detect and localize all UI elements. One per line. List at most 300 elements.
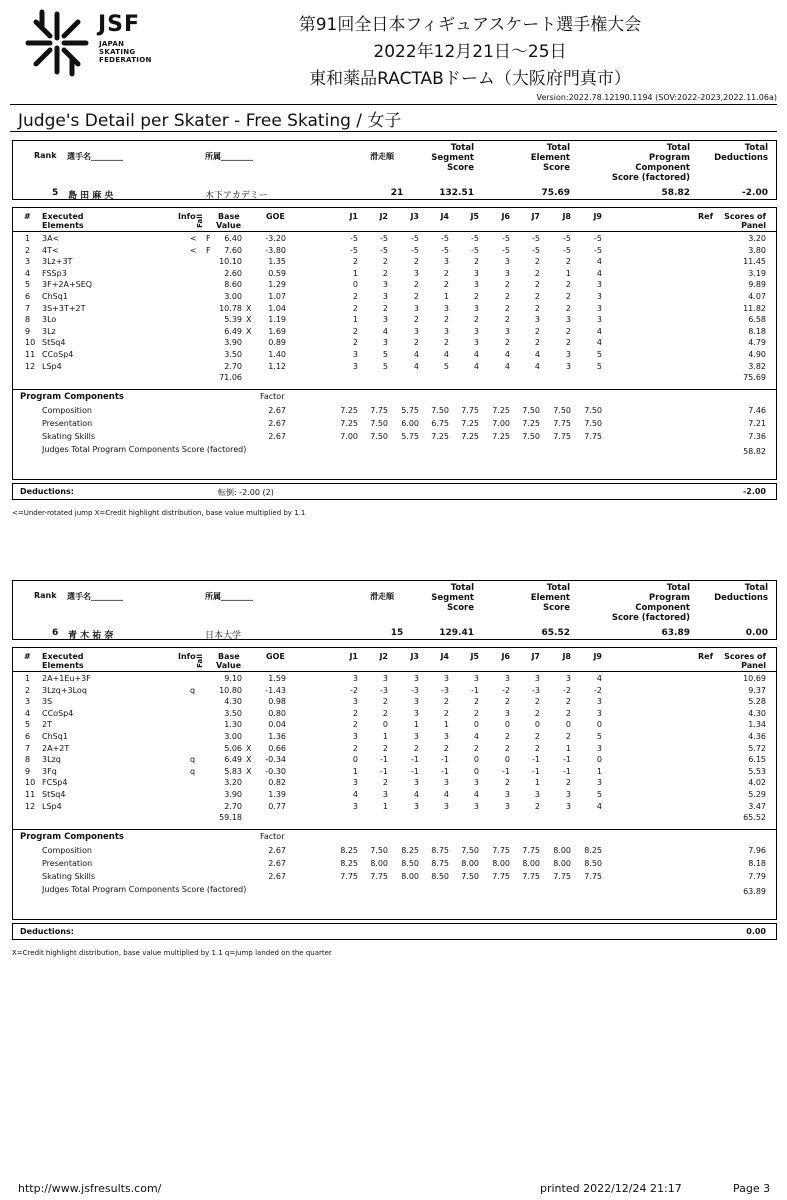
element-judge-score: -1	[380, 766, 388, 776]
element-goe: 0.66	[268, 743, 286, 753]
element-judge-score: -2	[502, 685, 510, 695]
element-judge-score: 2	[352, 743, 358, 753]
element-number: 9	[25, 326, 31, 336]
element-judge-score: 2	[565, 257, 571, 267]
element-code: FCSp4	[42, 778, 68, 788]
element-number: 11	[25, 790, 36, 799]
element-judge-score: 3	[596, 743, 602, 753]
element-judge-score: 2	[382, 708, 388, 718]
element-fall: F	[206, 245, 211, 255]
skater-start: 15	[390, 628, 404, 638]
element-judge-score: -5	[411, 245, 419, 255]
start-label: 滑走順	[370, 152, 394, 161]
element-x-mark: X	[246, 315, 252, 325]
element-judge-score: 3	[473, 338, 479, 348]
component-judge-score: 7.50	[522, 432, 540, 442]
element-judge-score: 4	[382, 326, 388, 336]
header-ded-line: Total	[744, 143, 768, 153]
element-judge-score: -3	[380, 685, 388, 695]
element-judge-score: 2	[565, 338, 571, 348]
element-number: 4	[25, 268, 31, 278]
element-x-mark: X	[246, 743, 252, 753]
element-judge-score: 2	[534, 292, 540, 301]
element-judge-score: 0	[565, 720, 571, 730]
element-panel-score: 11.82	[743, 303, 766, 313]
element-judge-score: 2	[443, 708, 449, 718]
jsf-logo-mark	[22, 8, 92, 78]
base-value-total: 71.06	[219, 373, 242, 383]
component-factor: 2.67	[268, 406, 286, 416]
element-goe: 0.80	[268, 708, 286, 718]
element-info: <	[190, 245, 197, 255]
element-fall: F	[206, 234, 211, 243]
element-number: 12	[25, 361, 36, 371]
element-judge-score: 2	[443, 338, 449, 348]
skater-start: 21	[390, 188, 404, 198]
element-judge-score: 3	[473, 280, 479, 290]
header-tss-line: Segment	[431, 593, 474, 603]
element-goe: 1.19	[268, 315, 286, 325]
component-judge-score: 8.75	[431, 859, 449, 869]
element-judge-score: 2	[534, 801, 540, 811]
element-judge-score: 4	[534, 350, 540, 359]
element-judge-score: 2	[504, 732, 510, 741]
element-judge-score: 0	[352, 280, 358, 290]
component-name: Composition	[42, 406, 92, 416]
element-judge-score: -3	[411, 685, 419, 695]
element-judge-score: 0	[534, 720, 540, 730]
element-judge-score: 5	[596, 361, 602, 371]
header-pcs-line: Total	[666, 143, 690, 153]
element-judge-score: 2	[534, 303, 540, 313]
element-judge-score: 2	[565, 292, 571, 301]
element-judge-score: 3	[382, 790, 388, 799]
component-judge-score: 7.25	[431, 432, 449, 442]
element-panel-score: 9.89	[748, 280, 766, 290]
element-judge-score: 3	[413, 778, 419, 788]
component-judge-score: 7.50	[461, 846, 479, 856]
element-panel-score: 4.36	[748, 732, 766, 741]
component-judge-score: 8.25	[401, 846, 419, 856]
element-judge-score: 2	[473, 257, 479, 267]
header-ded-line: Total	[744, 583, 768, 593]
element-judge-score: -2	[594, 685, 602, 695]
col-exec-header: Executed	[42, 212, 84, 221]
header-pcs-line: Component	[635, 603, 690, 613]
element-panel-score: 6.58	[748, 315, 766, 325]
jsf-logo-text: JSF	[98, 12, 141, 37]
element-judge-score: 2	[382, 778, 388, 788]
element-code: CCoSp4	[42, 350, 74, 359]
element-judge-score: 3	[352, 350, 358, 359]
element-number: 3	[25, 257, 31, 267]
component-factor: 2.67	[268, 872, 286, 882]
component-judge-score: 6.75	[431, 419, 449, 429]
element-base-value: 3.50	[224, 350, 242, 359]
rank-label: Rank	[34, 151, 57, 160]
col-judge-header: J6	[501, 212, 510, 221]
element-judge-score: 3	[352, 361, 358, 371]
element-judge-score: 1	[443, 292, 449, 301]
element-judge-score: 2	[473, 697, 479, 707]
col-judge-header: J8	[562, 652, 571, 661]
element-panel-score: 4.07	[748, 292, 766, 301]
element-judge-score: 4	[596, 326, 602, 336]
component-judge-score: 8.25	[340, 846, 358, 856]
element-judge-score: -1	[471, 685, 479, 695]
deductions-detail: 転倒: -2.00 (2)	[218, 488, 274, 497]
header-pcs-line: Score (factored)	[611, 613, 690, 623]
element-code: LSp4	[42, 361, 62, 371]
col-bv-header-2: Value	[216, 661, 242, 670]
element-judge-score: 2	[352, 338, 358, 348]
element-panel-score: 9.37	[748, 685, 766, 695]
element-judge-score: 1	[352, 766, 358, 776]
element-panel-score: 5.53	[748, 766, 766, 776]
deductions-total: -2.00	[742, 487, 766, 496]
element-judge-score: 0	[473, 755, 479, 765]
element-panel-score: 8.18	[748, 326, 766, 336]
component-judge-score: 7.25	[461, 432, 479, 442]
element-goe: -0.30	[265, 766, 286, 776]
title-divider	[10, 131, 777, 132]
element-goe: -1.43	[265, 685, 286, 695]
element-number: 2	[25, 245, 31, 255]
col-judge-header: J9	[593, 652, 602, 661]
col-judge-header: J2	[379, 652, 388, 661]
element-judge-score: 2	[504, 778, 510, 788]
element-panel-score: 3.47	[748, 801, 766, 811]
col-judge-header: J1	[349, 652, 358, 661]
element-number: 4	[25, 708, 31, 718]
component-factor: 2.67	[268, 432, 286, 442]
element-judge-score: 3	[565, 350, 571, 359]
footer-url[interactable]: http://www.jsfresults.com/	[18, 1182, 162, 1195]
element-judge-score: 4	[504, 361, 510, 371]
component-judge-score: 7.50	[431, 406, 449, 416]
element-judge-score: 0	[596, 755, 602, 765]
component-judge-score: 7.25	[461, 419, 479, 429]
col-panel-header-2: Panel	[741, 661, 766, 670]
element-judge-score: 3	[413, 674, 419, 683]
element-goe: 1.59	[268, 674, 286, 683]
header-tss-line: Segment	[431, 153, 474, 163]
col-fall-header: Fall	[196, 214, 204, 228]
pcs-factored-total: 58.82	[743, 447, 766, 457]
element-judge-score: 3	[504, 674, 510, 683]
header-tss-line: Score	[447, 603, 474, 613]
component-panel-score: 7.46	[748, 406, 766, 416]
element-judge-score: 0	[473, 720, 479, 730]
header-pcs-line: Score (factored)	[611, 173, 690, 183]
element-judge-score: 5	[382, 350, 388, 359]
element-number: 3	[25, 697, 31, 707]
element-judge-score: 2	[504, 292, 510, 301]
element-judge-score: 3	[596, 303, 602, 313]
element-base-value: 1.30	[224, 720, 242, 730]
component-judge-score: 7.25	[492, 432, 510, 442]
element-judge-score: 0	[352, 755, 358, 765]
element-judge-score: 4	[473, 790, 479, 799]
program-components-title: Program Components	[20, 832, 124, 843]
component-judge-score: 7.50	[461, 872, 479, 882]
col-judge-header: J2	[379, 212, 388, 221]
element-panel-score: 10.69	[743, 674, 766, 683]
element-x-mark: X	[246, 755, 252, 765]
element-judge-score: 2	[382, 697, 388, 707]
component-judge-score: 7.75	[370, 406, 388, 416]
element-number: 12	[25, 801, 36, 811]
element-panel-score: 3.19	[748, 268, 766, 278]
element-judge-score: 1	[413, 720, 419, 730]
element-number: 5	[25, 280, 31, 290]
element-judge-score: 2	[565, 280, 571, 290]
element-judge-score: -1	[563, 766, 571, 776]
element-judge-score: 2	[534, 732, 540, 741]
element-judge-score: -5	[563, 234, 571, 243]
skater-tes: 65.52	[541, 628, 570, 638]
element-judge-score: 2	[443, 268, 449, 278]
component-panel-score: 7.21	[748, 419, 766, 429]
header-ded-line: Deductions	[714, 593, 768, 603]
component-judge-score: 8.25	[340, 859, 358, 869]
element-code: 2A+1Eu+3F	[42, 674, 91, 683]
element-judge-score: 4	[473, 361, 479, 371]
header-tes	[531, 143, 570, 173]
element-judge-score: -5	[594, 245, 602, 255]
factor-label: Factor	[260, 392, 285, 402]
event-title: 第91回全日本フィギュアスケート選手権大会	[298, 15, 642, 35]
element-judge-score: 3	[473, 326, 479, 336]
element-info: q	[190, 685, 196, 695]
col-bv-header-2: Value	[216, 221, 242, 230]
pcs-factored-total: 63.89	[743, 887, 766, 897]
component-factor: 2.67	[268, 859, 286, 869]
factor-label: Factor	[260, 832, 285, 842]
element-goe: 0.89	[268, 338, 286, 348]
element-judge-score: 2	[534, 268, 540, 278]
element-judge-score: 2	[413, 315, 419, 325]
header-ded	[714, 143, 768, 163]
deductions-label: Deductions:	[20, 487, 74, 496]
header-tes-line: Score	[543, 603, 570, 613]
element-judge-score: 3	[352, 674, 358, 683]
element-goe: 0.59	[268, 268, 286, 278]
element-judge-score: 3	[596, 315, 602, 325]
element-judge-score: 3	[443, 303, 449, 313]
element-judge-score: 3	[352, 732, 358, 741]
header-tss	[431, 143, 474, 173]
element-judge-score: 4	[443, 350, 449, 359]
component-judge-score: 7.25	[522, 419, 540, 429]
element-judge-score: 5	[596, 732, 602, 741]
element-judge-score: 3	[473, 674, 479, 683]
element-code: StSq4	[42, 338, 66, 348]
element-judge-score: -5	[471, 245, 479, 255]
element-judge-score: 2	[382, 268, 388, 278]
component-judge-score: 7.50	[584, 419, 602, 429]
header-tes-line: Total	[546, 583, 570, 593]
skater-club: 日本大学	[205, 631, 242, 641]
component-judge-score: 7.75	[370, 872, 388, 882]
component-factor: 2.67	[268, 846, 286, 856]
element-base-value: 3.00	[224, 732, 242, 741]
element-judge-score: -1	[532, 755, 540, 765]
element-judge-score: -1	[563, 755, 571, 765]
element-info: q	[190, 755, 196, 765]
component-judge-score: 7.75	[492, 846, 510, 856]
element-judge-score: 3	[565, 801, 571, 811]
element-number: 7	[25, 303, 31, 313]
element-judge-score: 2	[534, 257, 540, 267]
element-judge-score: -5	[471, 234, 479, 243]
component-name: Composition	[42, 846, 92, 856]
element-judge-score: 3	[382, 280, 388, 290]
element-panel-score: 3.20	[748, 234, 766, 243]
element-judge-score: 3	[596, 280, 602, 290]
component-judge-score: 7.75	[492, 872, 510, 882]
element-judge-score: -2	[350, 685, 358, 695]
skater-name: 島 田 麻 央	[68, 191, 114, 201]
header-rule	[12, 231, 777, 232]
element-judge-score: 3	[382, 338, 388, 348]
element-judge-score: 2	[382, 743, 388, 753]
element-judge-score: 3	[596, 708, 602, 718]
deductions-total: 0.00	[746, 927, 766, 936]
component-judge-score: 8.00	[553, 859, 571, 869]
element-goe: 1.35	[268, 257, 286, 267]
element-number: 8	[25, 315, 31, 325]
element-judge-score: 3	[565, 674, 571, 683]
element-goe: 0.77	[268, 801, 286, 811]
element-judge-score: 0	[504, 720, 510, 730]
element-code: 3A<	[42, 234, 60, 243]
element-judge-score: 1	[352, 268, 358, 278]
component-judge-score: 7.75	[553, 419, 571, 429]
col-info-header: Info	[178, 212, 196, 221]
element-judge-score: 3	[413, 801, 419, 811]
element-judge-score: 3	[565, 790, 571, 799]
element-judge-score: -5	[441, 234, 449, 243]
element-number: 5	[25, 720, 31, 730]
element-judge-score: 2	[352, 257, 358, 267]
element-judge-score: 3	[504, 257, 510, 267]
element-judge-score: 4	[534, 361, 540, 371]
element-judge-score: 1	[565, 743, 571, 753]
component-judge-score: 8.00	[553, 846, 571, 856]
component-judge-score: 8.00	[370, 859, 388, 869]
element-judge-score: 2	[443, 280, 449, 290]
element-goe: 1.36	[268, 732, 286, 741]
col-judge-header: J4	[440, 212, 449, 221]
component-name: Skating Skills	[42, 872, 96, 882]
element-judge-score: 3	[443, 674, 449, 683]
element-judge-score: -2	[563, 685, 571, 695]
element-code: FSSp3	[42, 268, 67, 278]
element-code: StSq4	[42, 790, 66, 799]
element-goe: 0.98	[268, 697, 286, 707]
header-pcs-line: Component	[635, 163, 690, 173]
element-goe: 0.04	[268, 720, 286, 730]
element-number: 10	[25, 338, 36, 348]
component-judge-score: 8.00	[522, 859, 540, 869]
component-judge-score: 7.25	[340, 419, 358, 429]
skater-block	[12, 580, 777, 957]
element-code: 3S+3T+2T	[42, 303, 86, 313]
element-judge-score: 3	[504, 268, 510, 278]
element-judge-score: 2	[504, 315, 510, 325]
component-judge-score: 7.75	[340, 872, 358, 882]
component-judge-score: 8.00	[401, 872, 419, 882]
components-rule	[12, 829, 777, 830]
element-base-value: 7.60	[224, 245, 242, 255]
name-label: 選手名________	[67, 592, 123, 601]
element-judge-score: 2	[473, 292, 479, 301]
skater-block	[12, 140, 777, 517]
component-judge-score: 7.50	[522, 406, 540, 416]
event-venue: 東和薬品RACTABドーム（大阪府門真市）	[309, 69, 631, 89]
col-num-header: #	[24, 652, 31, 661]
element-judge-score: 3	[473, 778, 479, 788]
element-judge-score: 3	[382, 674, 388, 683]
component-judge-score: 7.75	[522, 846, 540, 856]
element-judge-score: 2	[534, 697, 540, 707]
element-judge-score: 2	[565, 697, 571, 707]
element-judge-score: -5	[532, 245, 540, 255]
col-judge-header: J4	[440, 652, 449, 661]
element-code: LSp4	[42, 801, 62, 811]
header-tss	[431, 583, 474, 613]
skater-ded: -2.00	[742, 188, 768, 198]
element-panel-score: 5.72	[748, 743, 766, 753]
element-judge-score: 3	[596, 778, 602, 788]
element-code: 3Lzq	[42, 755, 61, 765]
element-judge-score: 2	[413, 257, 419, 267]
element-judge-score: 4	[504, 350, 510, 359]
element-judge-score: 3	[596, 292, 602, 301]
element-code: 4T<	[42, 245, 59, 255]
element-base-value: 3.90	[224, 790, 242, 799]
element-judge-score: 1	[443, 720, 449, 730]
element-judge-score: 4	[596, 674, 602, 683]
components-rule	[12, 389, 777, 390]
component-judge-score: 7.75	[584, 872, 602, 882]
element-judge-score: 3	[413, 697, 419, 707]
element-panel-score: 5.29	[748, 790, 766, 799]
element-number: 10	[25, 778, 36, 788]
element-judge-score: 2	[565, 326, 571, 336]
element-judge-score: 4	[413, 790, 419, 799]
element-judge-score: 2	[534, 338, 540, 348]
element-judge-score: -5	[563, 245, 571, 255]
skater-pcs: 63.89	[661, 628, 690, 638]
element-number: 9	[25, 766, 31, 776]
element-x-mark: X	[246, 326, 252, 336]
element-code: 3Lz	[42, 326, 56, 336]
element-judge-score: 2	[473, 708, 479, 718]
col-panel-header: Scores of	[724, 212, 766, 221]
element-judge-score: 2	[443, 697, 449, 707]
element-base-value: 10.80	[219, 685, 242, 695]
skater-tss: 132.51	[439, 188, 474, 198]
element-judge-score: 1	[382, 801, 388, 811]
component-judge-score: 7.00	[492, 419, 510, 429]
component-judge-score: 8.50	[401, 859, 419, 869]
element-judge-score: 5	[596, 790, 602, 799]
element-judge-score: -1	[502, 766, 510, 776]
element-judge-score: 3	[473, 303, 479, 313]
col-judge-header: J3	[410, 652, 419, 661]
